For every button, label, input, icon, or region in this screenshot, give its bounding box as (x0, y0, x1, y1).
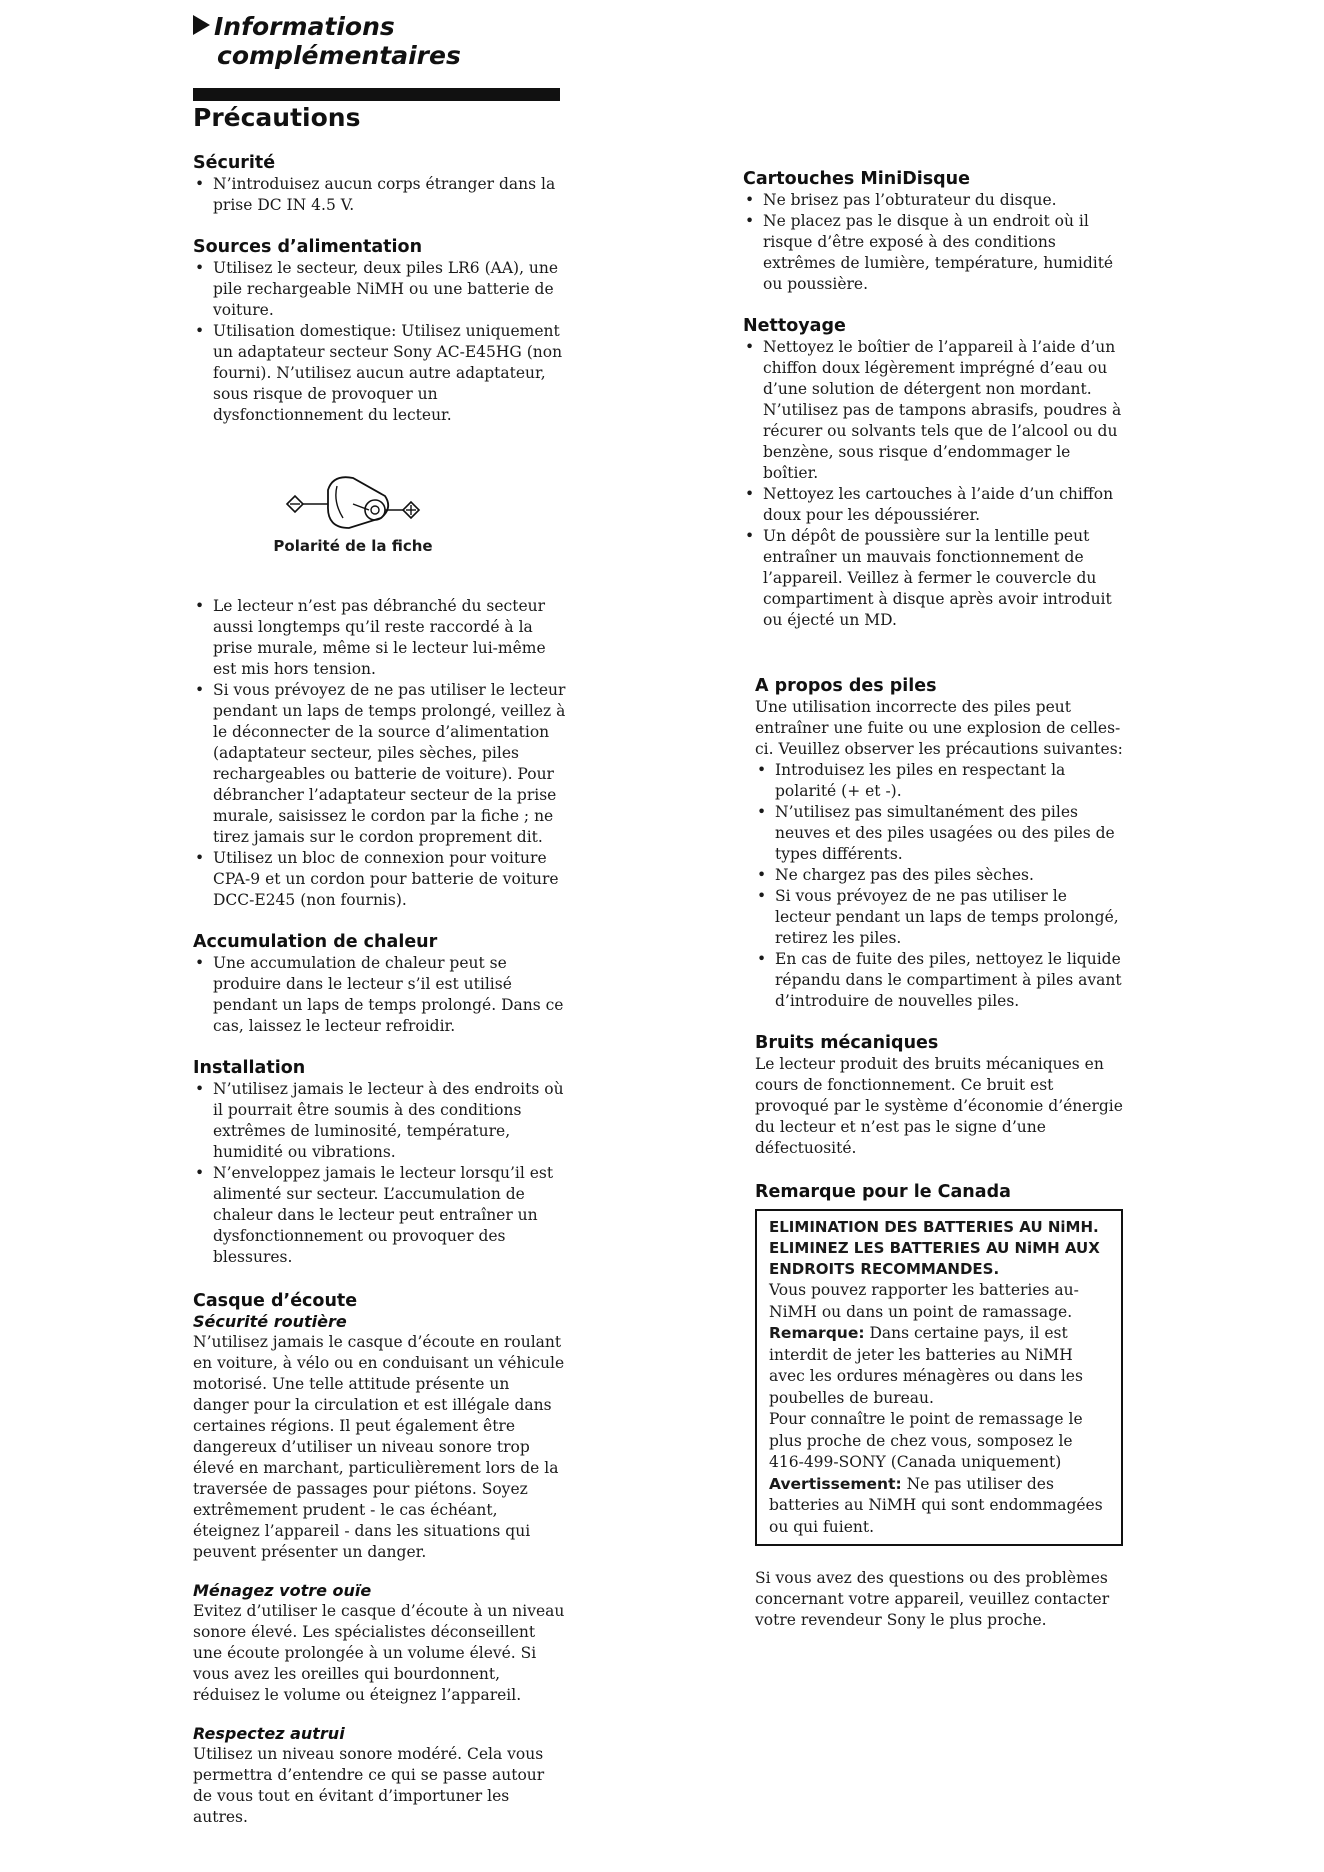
chaleur-list (193, 953, 568, 1037)
remarque-text: Dans certaine pays, il est interdit de jeter les batteries au NiMH avec les ordures ménagères ou dans les poubelles de bureau. (769, 1324, 1083, 1407)
list-item: • Si vous prévoyez de ne pas utiliser le lecteur pendant un laps de temps prolongé, veillez à le déconnecter de la source d’alimentation (adaptateur secteur, piles sèches, piles rechargeables ou batterie de voiture). Pour débrancher l’adaptateur secteur de la prise murale, saisissez le cordon par la fiche ; ne tirez jamais sur le cordon proprement dit. (193, 680, 568, 848)
casque-heading: Casque d’écoute (193, 1291, 358, 1311)
menagez-text: Evitez d’utiliser le casque d’écoute à un niveau sonore élevé. Les spécialistes déconseillent une écoute prolongée à un volume élevé. Si vous avez les oreilles qui bourdonnent, réduisez le volume ou éteignez l’appareil. (193, 1602, 565, 1704)
securite-routiere-text: N’utilisez jamais le casque d’écoute en roulant en voiture, à vélo ou en conduisant un véhicule motorisé. Une telle attitude présente un danger pour la circulation et est illégale dans certaines régions. Il peut également être dangereux d’utiliser un niveau sonore trop élevé en marchant, particulièrement lors de la traversée de passages pour piétons. Soyez extrêmement prudent - le cas échéant, éteignez l’appareil - dans les situations qui peuvent présenter un danger. (193, 1333, 565, 1561)
avertissement-text: Ne pas utiliser des batteries au NiMH qui sont endommagées ou qui fuient. (769, 1474, 1103, 1536)
list-item: • Utilisez un bloc de connexion pour voiture CPA-9 et un cordon pour batterie de voiture DCC-E245 (non fournis). (193, 848, 568, 911)
nettoyage-list (743, 337, 1123, 631)
left-column (193, 152, 568, 1828)
list-item: • N’utilisez pas simultanément des piles neuves et des piles usagées ou des piles de types différents. (755, 802, 1123, 865)
canada-avertissement (769, 1474, 1111, 1539)
sources-list-continued (193, 596, 568, 911)
installation-list (193, 1079, 568, 1268)
securite-list (193, 174, 568, 216)
chaleur-heading: Accumulation de chaleur (193, 932, 438, 952)
securite-heading: Sécurité (193, 153, 276, 173)
list-item: • Le lecteur n’est pas débranché du secteur aussi longtemps qu’il reste raccordé à la prise murale, même si le lecteur lui-même est mis hors tension. (193, 596, 568, 680)
list-item: • Ne placez pas le disque à un endroit où il risque d’être exposé à des conditions extrêmes de lumière, température, humidité ou poussière. (743, 211, 1123, 295)
bruits-text: Le lecteur produit des bruits mécaniques en cours de fonctionnement. Ce bruit est provoqué par le système d’économie d’énergie du lecteur et n’est pas le signe d’une défectuosité. (755, 1055, 1123, 1157)
remarque-label: Remarque: (769, 1324, 865, 1342)
respectez-subheading: Respectez autrui (193, 1724, 345, 1743)
list-item: • Une accumulation de chaleur peut se produire dans le lecteur s’il est utilisé pendant un laps de temps prolongé. Dans ce cas, laissez le lecteur refroidir. (193, 953, 568, 1037)
right-column (743, 168, 1123, 1631)
canada-text-1: Vous pouvez rapporter les batteries au-NiMH ou dans un point de ramassage. (769, 1281, 1079, 1321)
list-item: • N’introduisez aucun corps étranger dans la prise DC IN 4.5 V. (193, 174, 568, 216)
sources-list (193, 258, 568, 426)
bruits-heading: Bruits mécaniques (755, 1033, 939, 1053)
list-item: • N’utilisez jamais le lecteur à des endroits où il pourrait être soumis à des conditions extrêmes de luminosité, température, humidité ou vibrations. (193, 1079, 568, 1163)
menagez-subheading: Ménagez votre ouïe (193, 1581, 372, 1600)
closing-text: Si vous avez des questions ou des problèmes concernant votre appareil, veuillez contacter votre revendeur Sony le plus proche. (755, 1569, 1110, 1629)
section-rule (193, 88, 560, 101)
cartouches-list (743, 190, 1123, 295)
list-item: • Nettoyez le boîtier de l’appareil à l’aide d’un chiffon doux légèrement imprégné d’eau ou d’une solution de détergent non mordant. N’utilisez pas de tampons abrasifs, poudres à récurer ou solvants tels que de l’alcool ou du benzène, sous risque d’endommager le boîtier. (743, 337, 1123, 484)
figure-caption: Polarité de la fiche (273, 537, 433, 555)
list-item: • Utilisation domestique: Utilisez uniquement un adaptateur secteur Sony AC-E45HG (non fourni). N’utilisez aucun autre adaptateur, sous risque de provoquer un dysfonctionnement du lecteur. (193, 321, 568, 426)
section-title-line2: complémentaires (217, 41, 461, 70)
canada-remarque (769, 1323, 1111, 1409)
list-item: • Utilisez le secteur, deux piles LR6 (AA), une pile rechargeable NiMH ou une batterie de voiture. (193, 258, 568, 321)
page-title: Précautions (193, 103, 361, 132)
respectez-text: Utilisez un niveau sonore modéré. Cela vous permettra d’entendre ce qui se passe autour de vous tout en évitant d’importuner les autres. (193, 1745, 545, 1826)
arrow-icon (193, 15, 210, 35)
list-item: • En cas de fuite des piles, nettoyez le liquide répandu dans le compartiment à piles avant d’introduire de nouvelles piles. (755, 949, 1123, 1012)
canada-box-heading: ELIMINATION DES BATTERIES AU NiMH. ELIMINEZ LES BATTERIES AU NiMH AUX ENDROITS RECOMMANDES. (769, 1218, 1100, 1278)
cartouches-heading: Cartouches MiniDisque (743, 169, 971, 189)
plug-polarity-figure (213, 466, 493, 556)
installation-heading: Installation (193, 1058, 306, 1078)
piles-intro: Une utilisation incorrecte des piles peut entraîner une fuite ou une explosion de celles-ci. Veuillez observer les précautions suivantes: (755, 698, 1123, 758)
piles-list (755, 760, 1123, 1012)
piles-heading: A propos des piles (755, 676, 937, 696)
list-item: • Un dépôt de poussière sur la lentille peut entraîner un mauvais fonctionnement de l’appareil. Veillez à fermer le couvercle du compartiment à disque après avoir introduit ou éjecté un MD. (743, 526, 1123, 631)
avertissement-label: Avertissement: (769, 1474, 902, 1493)
securite-routiere-subheading: Sécurité routière (193, 1312, 347, 1331)
canada-text-2: Pour connaître le point de remassage le plus proche de chez vous, somposez le 416-499-SONY (Canada uniquement) (769, 1410, 1083, 1471)
canada-notice-box (755, 1209, 1123, 1546)
nettoyage-heading: Nettoyage (743, 316, 846, 336)
list-item: • N’enveloppez jamais le lecteur lorsqu’il est alimenté sur secteur. L’accumulation de chaleur dans le lecteur peut entraîner un dysfonctionnement ou provoquer des blessures. (193, 1163, 568, 1268)
canada-heading: Remarque pour le Canada (755, 1182, 1011, 1202)
list-item: • Introduisez les piles en respectant la polarité (+ et -). (755, 760, 1123, 802)
list-item: • Nettoyez les cartouches à l’aide d’un chiffon doux pour les dépoussiérer. (743, 484, 1123, 526)
section-marker (193, 12, 461, 70)
list-item: • Ne brisez pas l’obturateur du disque. (743, 190, 1123, 211)
list-item: • Ne chargez pas des piles sèches. (755, 865, 1123, 886)
section-title-line1: Informations (214, 12, 395, 41)
sources-heading: Sources d’alimentation (193, 237, 423, 257)
plug-polarity-icon (273, 466, 433, 536)
list-item: • Si vous prévoyez de ne pas utiliser le lecteur pendant un laps de temps prolongé, retirez les piles. (755, 886, 1123, 949)
